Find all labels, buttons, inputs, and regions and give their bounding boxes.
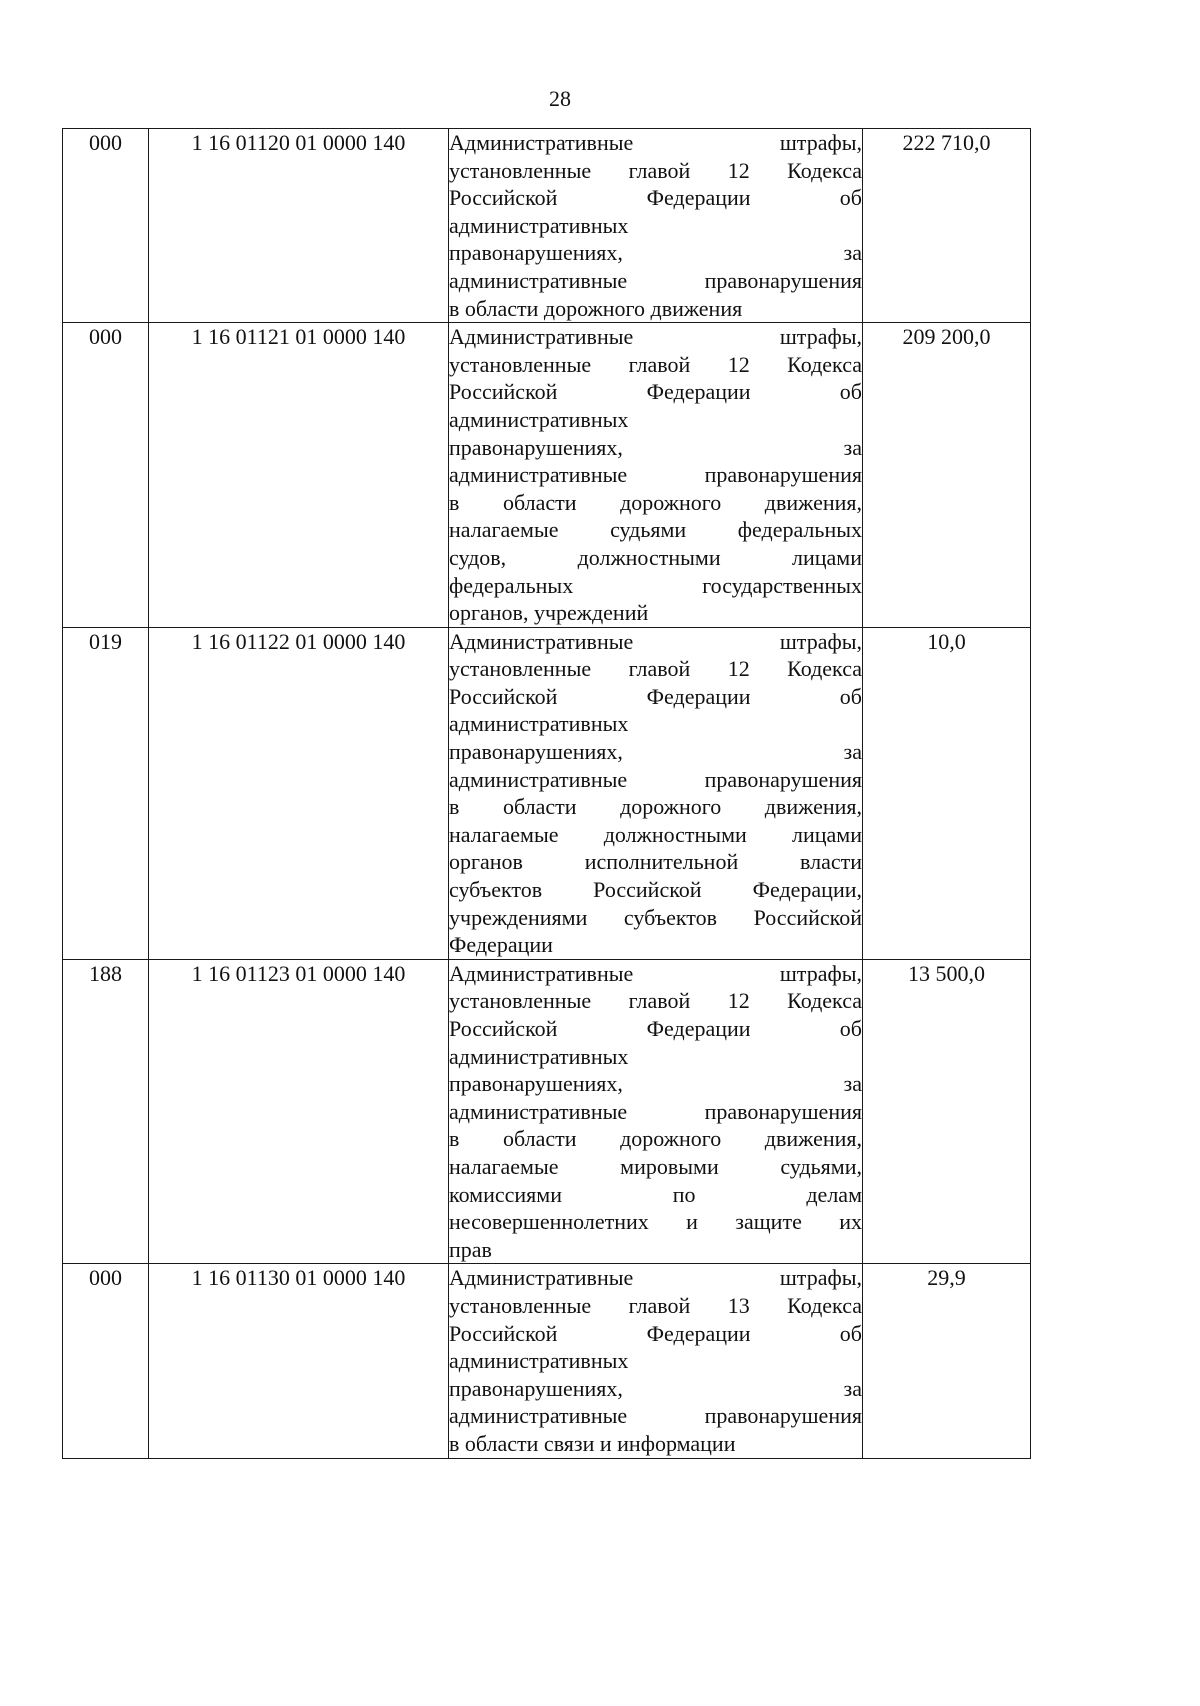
income-name-line: административные правонарушения bbox=[449, 462, 862, 488]
income-name-line: установленные главой 12 Кодекса bbox=[449, 351, 862, 377]
income-name-line: правонарушениях, за bbox=[449, 240, 862, 266]
income-name-line: административных bbox=[449, 711, 629, 737]
table-row bbox=[63, 323, 1031, 628]
table-row bbox=[63, 1264, 1031, 1458]
amount-cell: 222 710,0 bbox=[863, 129, 1031, 323]
budget-code-cell: 1 16 01123 01 0000 140 bbox=[149, 959, 449, 1264]
income-name-line: в области дорожного движения, bbox=[449, 489, 862, 515]
income-name-line: административные правонарушения bbox=[449, 267, 862, 293]
income-name-line: административных bbox=[449, 212, 629, 238]
income-name-line: органов исполнительной власти bbox=[449, 849, 862, 875]
income-name-line: административные правонарушения bbox=[449, 766, 862, 792]
admin-code-cell: 188 bbox=[63, 959, 149, 1264]
income-name-line: Российской Федерации об bbox=[449, 185, 862, 211]
income-name-line: правонарушениях, за bbox=[449, 1071, 862, 1097]
income-name-line: Российской Федерации об bbox=[449, 683, 862, 709]
income-name-line: прав bbox=[449, 1236, 492, 1262]
amount-cell: 13 500,0 bbox=[863, 959, 1031, 1264]
table-body bbox=[63, 129, 1031, 1459]
income-name-line: в области связи и информации bbox=[449, 1430, 736, 1456]
amount-cell: 29,9 bbox=[863, 1264, 1031, 1458]
admin-code-cell: 000 bbox=[63, 323, 149, 628]
admin-code-cell: 019 bbox=[63, 627, 149, 959]
income-name-line: Российской Федерации об bbox=[449, 1016, 862, 1041]
income-name-line: в области дорожного движения, bbox=[449, 794, 862, 820]
income-name-text bbox=[449, 628, 862, 959]
income-name-text bbox=[449, 323, 862, 627]
income-name-line: субъектов Российской Федерации, bbox=[449, 877, 862, 903]
income-name-cell bbox=[449, 323, 863, 628]
page-number: 28 bbox=[549, 86, 571, 111]
income-name-text bbox=[449, 129, 862, 322]
income-name-line: учреждениями субъектов Российской bbox=[449, 904, 862, 930]
income-name-line: комиссиями по делам bbox=[449, 1181, 862, 1207]
income-name-line: административные правонарушения bbox=[449, 1098, 862, 1124]
income-name-line: Административные штрафы, bbox=[449, 1265, 862, 1291]
income-name-line: Административные штрафы, bbox=[449, 960, 862, 986]
budget-code-cell: 1 16 01121 01 0000 140 bbox=[149, 323, 449, 628]
amount-cell: 209 200,0 bbox=[863, 323, 1031, 628]
table-row bbox=[63, 627, 1031, 959]
revenue-table bbox=[62, 128, 1031, 1459]
income-name-line: несовершеннолетних и защите их bbox=[449, 1209, 862, 1235]
budget-code-cell: 1 16 01122 01 0000 140 bbox=[149, 627, 449, 959]
income-name-line: правонарушениях, за bbox=[449, 434, 862, 460]
income-name-line: судов, должностными лицами bbox=[449, 544, 862, 570]
income-name-line: федеральных государственных bbox=[449, 572, 862, 598]
income-name-line: административные правонарушения bbox=[449, 1403, 862, 1429]
income-name-line: Административные штрафы, bbox=[449, 324, 862, 350]
income-name-line: Административные штрафы, bbox=[449, 628, 862, 654]
income-name-line: установленные главой 12 Кодекса bbox=[449, 157, 862, 183]
income-name-line: налагаемые должностными лицами bbox=[449, 821, 862, 847]
income-name-line: установленные главой 12 Кодекса bbox=[449, 988, 862, 1014]
income-name-cell bbox=[449, 959, 863, 1264]
income-name-line: правонарушениях, за bbox=[449, 1375, 862, 1401]
income-name-line: налагаемые мировыми судьями, bbox=[449, 1153, 862, 1179]
budget-code-cell: 1 16 01130 01 0000 140 bbox=[149, 1264, 449, 1458]
income-name-line: административных bbox=[449, 1043, 629, 1069]
income-name-line: Административные штрафы, bbox=[449, 130, 862, 155]
income-name-text bbox=[449, 960, 862, 1264]
income-name-line: налагаемые судьями федеральных bbox=[449, 517, 862, 543]
income-name-cell bbox=[449, 627, 863, 959]
budget-code-cell: 1 16 01120 01 0000 140 bbox=[149, 129, 449, 323]
income-name-line: установленные главой 12 Кодекса bbox=[449, 656, 862, 682]
income-name-line: Российской Федерации об bbox=[449, 1320, 862, 1346]
income-name-line: установленные главой 13 Кодекса bbox=[449, 1292, 862, 1318]
income-name-line: административных bbox=[449, 406, 629, 432]
income-name-cell bbox=[449, 129, 863, 323]
income-name-line: в области дорожного движения bbox=[449, 295, 743, 321]
income-name-line: правонарушениях, за bbox=[449, 739, 862, 765]
income-name-line: административных bbox=[449, 1348, 629, 1374]
admin-code-cell: 000 bbox=[63, 129, 149, 323]
income-name-line: органов, учреждений bbox=[449, 600, 649, 626]
income-name-line: Федерации bbox=[449, 932, 553, 958]
income-name-text bbox=[449, 1264, 862, 1457]
admin-code-cell: 000 bbox=[63, 1264, 149, 1458]
amount-cell: 10,0 bbox=[863, 627, 1031, 959]
income-name-line: Российской Федерации об bbox=[449, 379, 862, 405]
table-row bbox=[63, 129, 1031, 323]
income-name-cell bbox=[449, 1264, 863, 1458]
income-name-line: в области дорожного движения, bbox=[449, 1126, 862, 1152]
table-row bbox=[63, 959, 1031, 1264]
